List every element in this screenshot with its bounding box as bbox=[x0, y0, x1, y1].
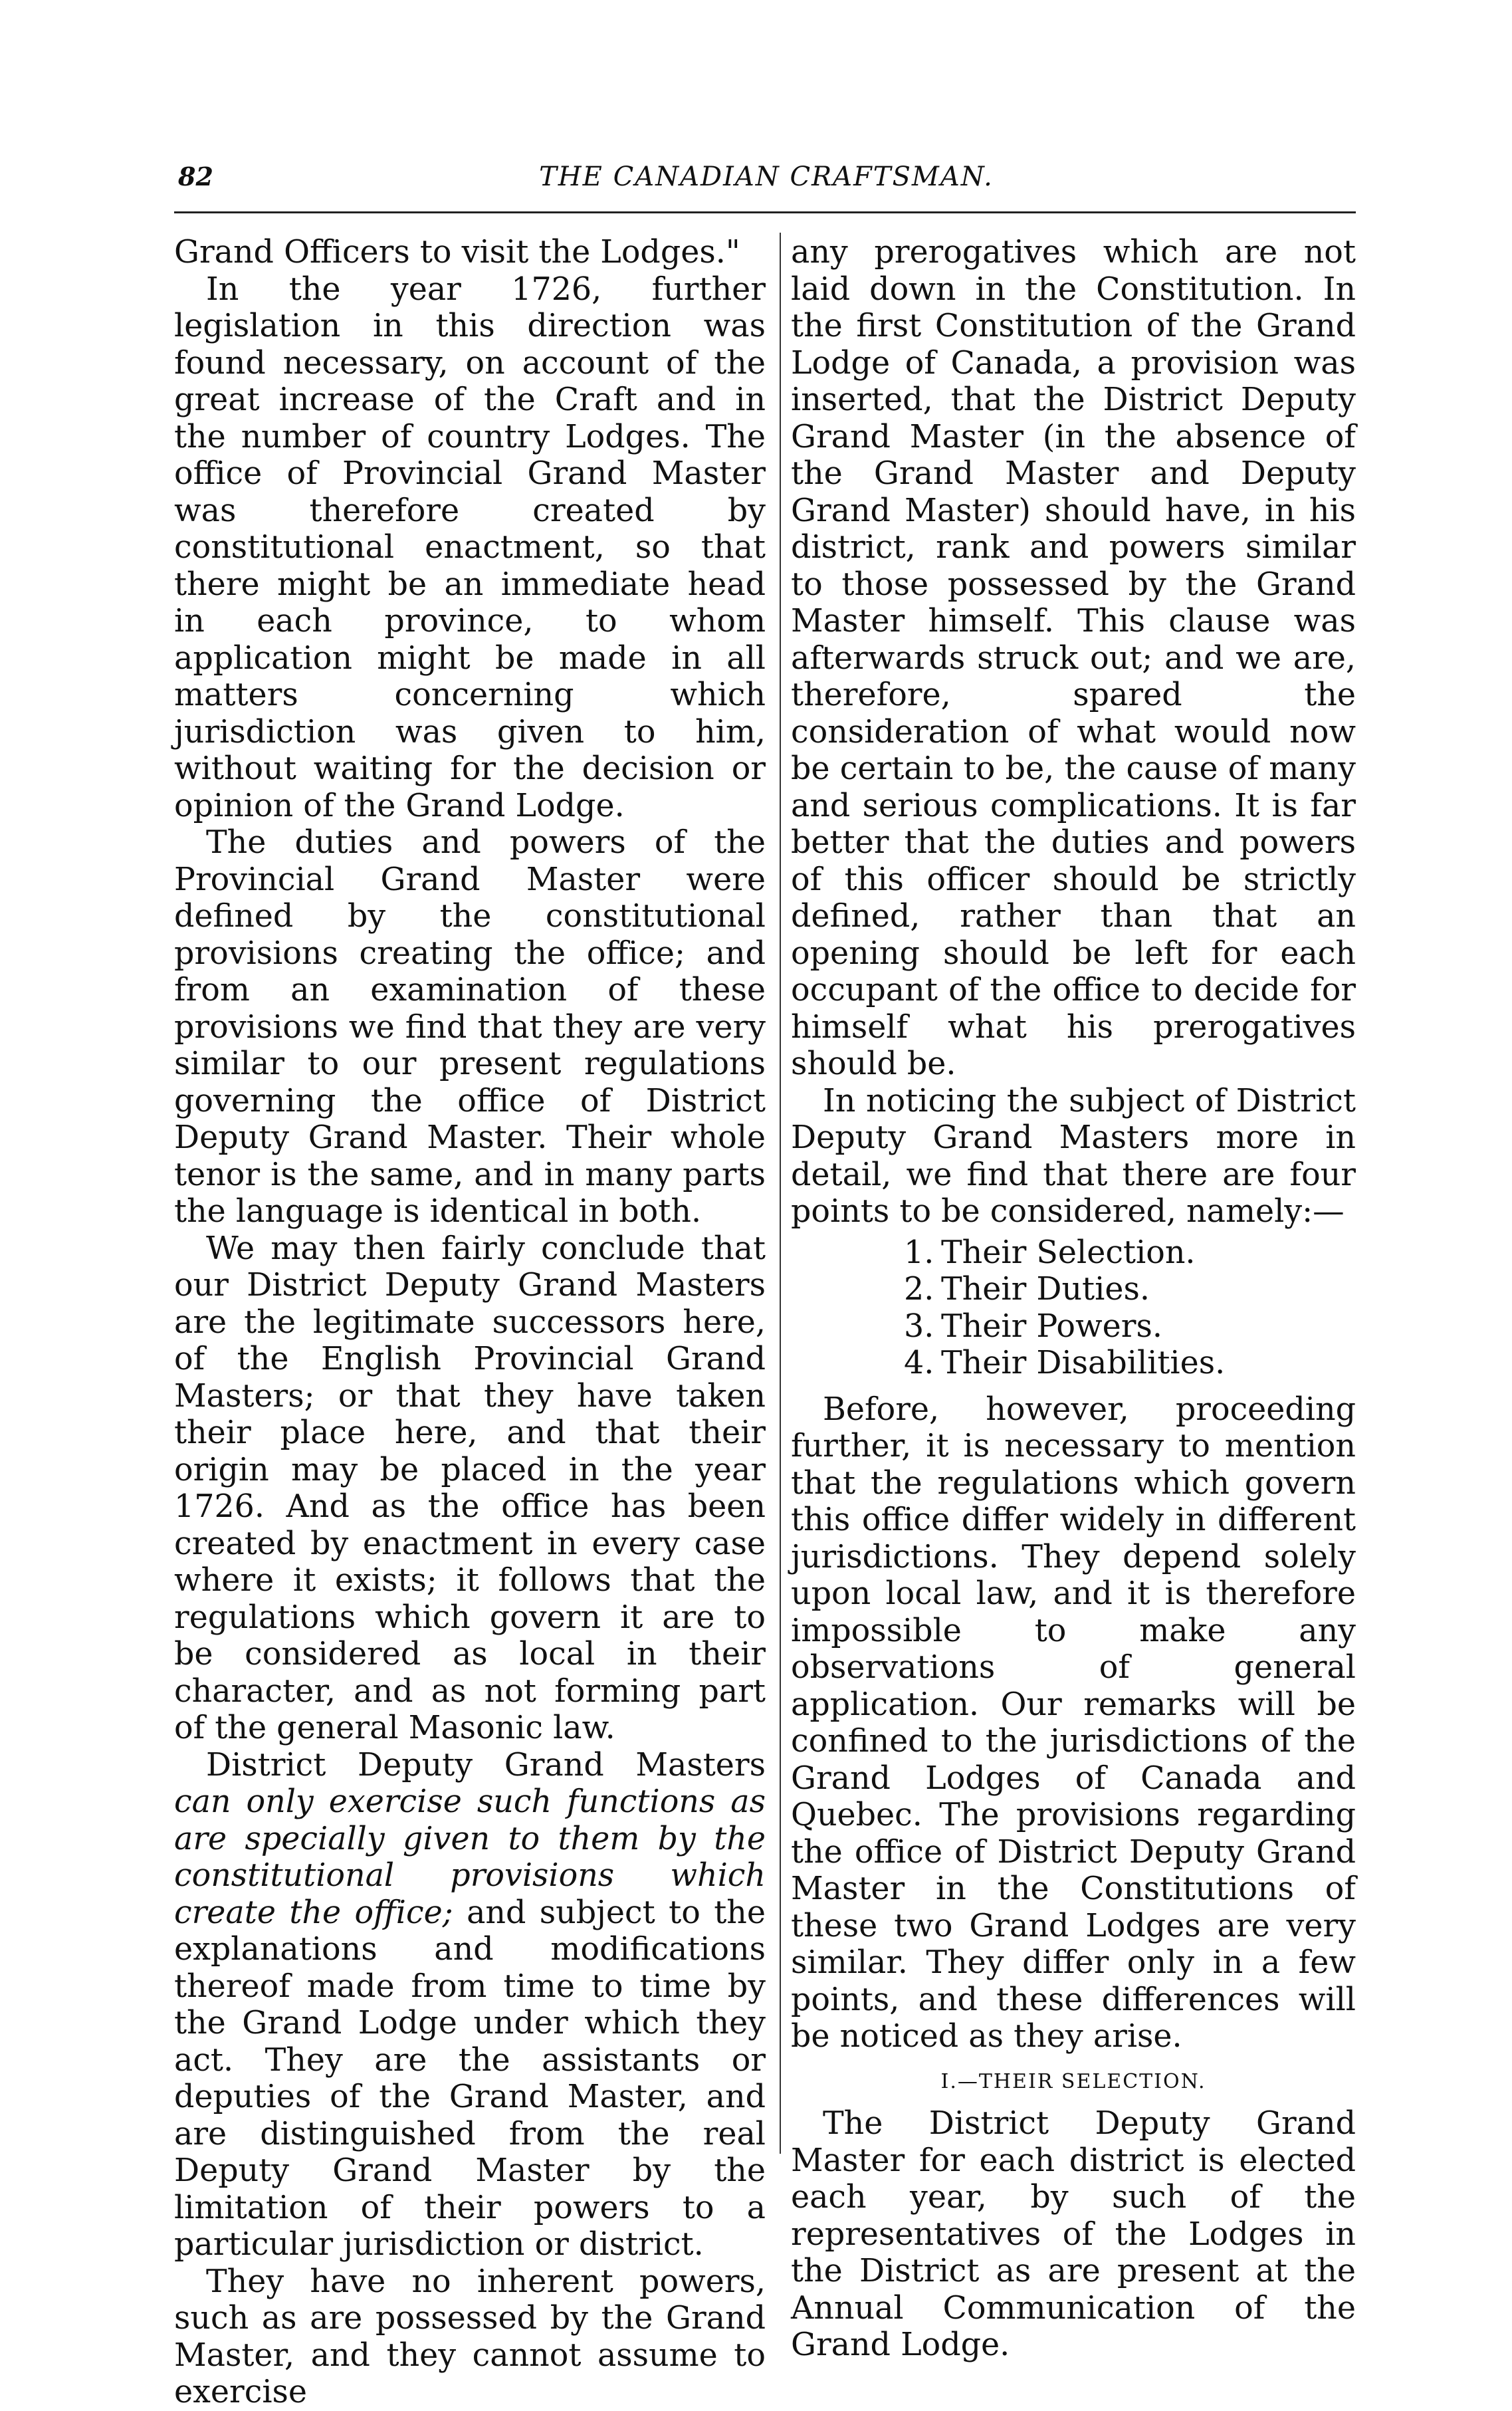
italic-passage: can only exercise such functions as are specially given to them by the constitutional provisions which create the office; bbox=[174, 1783, 766, 1931]
paragraph: Grand Officers to visit the Lodges." bbox=[174, 234, 740, 271]
list-text: Their Powers. bbox=[941, 1308, 1162, 1345]
paragraph: The District Deputy Grand Master for each district is elected each year, by such of the representatives of the Lodges in the District as are present at the Annual Communication of the Grand Lodge. bbox=[791, 2105, 1356, 2363]
section-heading: I.—THEIR SELECTION. bbox=[940, 2069, 1206, 2093]
list-text: Their Selection. bbox=[941, 1234, 1196, 1271]
paragraph: In the year 1726, further legislation in this direction was found necessary, on account of the great increase of the Craft and in the number of country Lodges. The office of Provincial Grand Master was therefore created by constitutional enactment, so that there might be an immediate head in each province, to whom application might be made in all matters concerning which jurisdiction was given to him, without waiting for the decision or opinion of the Grand Lodge. bbox=[174, 271, 766, 824]
list-item bbox=[904, 1271, 1356, 1308]
paragraph: We may then fairly conclude that our District Deputy Grand Masters are the legitimate successors here, of the English Provincial Grand Masters; or that they have taken their place here, and that their origin may be placed in the year 1726. And as the office has been created by enactment in every case where it exists; it follows that the regulations which govern it are to be considered as local in their character, and as not forming part of the general Masonic law. bbox=[174, 1230, 766, 1746]
points-list bbox=[791, 1234, 1356, 1382]
list-item bbox=[904, 1345, 1356, 1382]
list-item bbox=[904, 1308, 1356, 1345]
paragraph-lead: District Deputy Grand Masters bbox=[206, 1746, 766, 1783]
column-divider bbox=[780, 233, 781, 2154]
paragraph: In noticing the subject of District Deputy Grand Masters more in detail, we find that there are four points to be considered, namely:— bbox=[791, 1082, 1356, 1230]
running-title: THE CANADIAN CRAFTSMAN. bbox=[539, 162, 994, 192]
list-item bbox=[904, 1234, 1356, 1272]
list-number: 1. bbox=[904, 1234, 934, 1271]
list-text: Their Duties. bbox=[941, 1271, 1150, 1308]
list-number: 2. bbox=[904, 1271, 934, 1308]
list-text: Their Disabilities. bbox=[941, 1345, 1226, 1381]
paragraph: any prerogatives which are not laid down in the Constitution. In the first Constitution of the Grand Lodge of Canada, a provision was inserted, that the District Deputy Grand Master (in the absence of the Grand Master and Deputy Grand Master) should have, in his district, rank and powers similar to those possessed by the Grand Master himself. This clause was afterwards struck out; and we are, therefore, spared the consideration of what would now be certain to be, the cause of many and serious complications. It is far better that the duties and powers of this officer should be strictly defined, rather than that an opening should be left for each occupant of the office to decide for himself what his prerogatives should be. bbox=[791, 234, 1356, 1082]
paragraph: Before, however, proceeding further, it is necessary to mention that the regulations which govern this office differ widely in different jurisdictions. They depend solely upon local law, and it is therefore impossible to make any observations of general application. Our remarks will be confined to the jurisdictions of the Grand Lodges of Canada and Quebec. The provisions regarding the office of District Deputy Grand Master in the Constitutions of these two Grand Lodges are very similar. They differ only in a few points, and these differences will be noticed as they arise. bbox=[791, 1391, 1356, 2055]
left-column bbox=[174, 234, 766, 2411]
paragraph-rest: and subject to the explanations and modifications thereof made from time to time by the Grand Lodge under which they act. They are the assistants or deputies of the Grand Master, and are distinguished from the real Deputy Grand Master by the limitation of their powers to a particular jurisdiction or district. bbox=[174, 1894, 766, 2263]
right-column bbox=[791, 234, 1356, 2364]
header-rule bbox=[174, 211, 1356, 213]
list-number: 3. bbox=[904, 1308, 934, 1345]
paragraph: The duties and powers of the Provincial Grand Master were defined by the constitutional provisions creating the office; and from an examination of these provisions we find that they are very similar to our present regulations governing the office of District Deputy Grand Master. Their whole tenor is the same, and in many parts the language is identical in both. bbox=[174, 824, 766, 1230]
page-number: 82 bbox=[178, 162, 213, 191]
page-header bbox=[178, 162, 1354, 208]
paragraph bbox=[174, 1747, 766, 2263]
paragraph: They have no inherent powers, such as are possessed by the Grand Master, and they cannot assume to exercise bbox=[174, 2263, 766, 2410]
list-number: 4. bbox=[904, 1345, 934, 1381]
